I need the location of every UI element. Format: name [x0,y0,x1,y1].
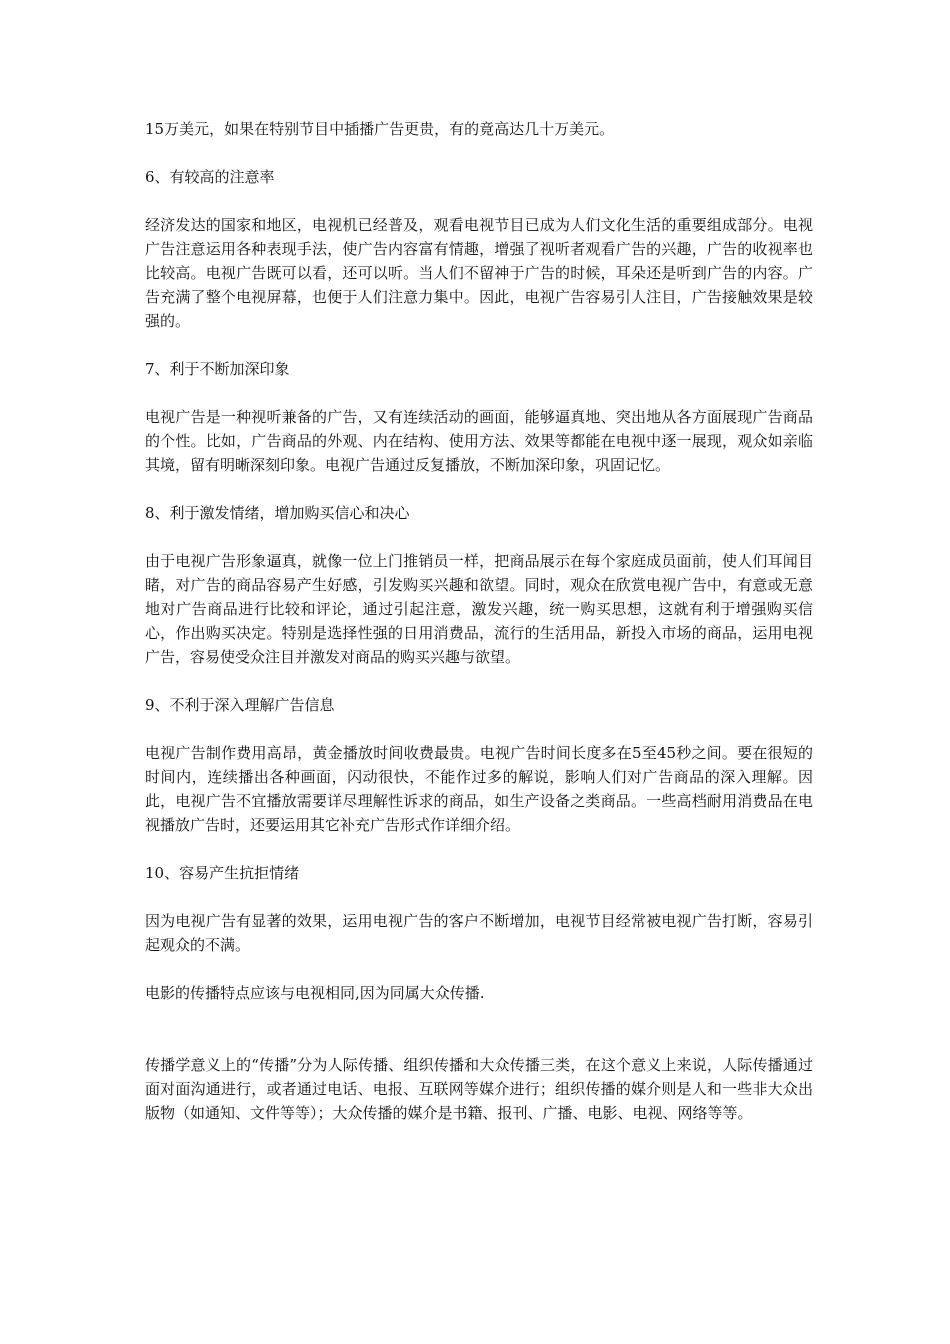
heading-deepen-impression: 7、利于不断加深印象 [145,360,290,378]
paragraph-stimulate-emotion: 由于电视广告形象逼真，就像一位上门推销员一样，把商品展示在每个家庭成员面前，使人们耳闻目睹，对广告的商品容易产生好感，引发购买兴趣和欲望。同时，观众在欣赏电视广告中，有意或无意地对广告商品进行比较和评论，通过引起注意，激发兴趣，统一购买思想，这就有利于增强购买信心，作出购买决定。特别是选择性强的日用消费品，流行的生活用品，新投入市场的商品，运用电视广告，容易使受众注目并激发对商品的购买兴趣与欲望。 [145,552,813,666]
heading-stimulate-emotion: 8、利于激发情绪，增加购买信心和决心 [145,504,410,522]
paragraph-communication-types: 传播学意义上的“传播”分为人际传播、组织传播和大众传播三类，在这个意义上来说，人际传播通过面对面沟通进行，或者通过电话、电报、互联网等媒介进行；组织传播的媒介则是人和一些非大众出版物（如通知、文件等等）；大众传播的媒介是书籍、报刊、广播、电影、电视、网络等等。 [145,1056,813,1122]
paragraph-high-attention-rate: 经济发达的国家和地区，电视机已经普及，观看电视节目已成为人们文化生活的重要组成部分。电视广告注意运用各种表现手法，使广告内容富有情趣，增强了视听者观看广告的兴趣，广告的收视率也比较高。电视广告既可以看，还可以听。当人们不留神于广告的时候，耳朵还是听到广告的内容。广告充满了整个电视屏幕，也便于人们注意力集中。因此，电视广告容易引人注目，广告接触效果是较强的。 [145,216,813,330]
paragraph-deepen-impression: 电视广告是一种视听兼备的广告，又有连续活动的画面，能够逼真地、突出地从各方面展现广告商品的个性。比如，广告商品的外观、内在结构、使用方法、效果等都能在电视中逐一展现，观众如亲临其境，留有明晰深刻印象。电视广告通过反复播放，不断加深印象，巩固记忆。 [145,408,813,474]
heading-resistance: 10、容易产生抗拒情绪 [145,864,300,882]
paragraph-hard-to-understand: 电视广告制作费用高昂，黄金播放时间收费最贵。电视广告时间长度多在5至45秒之间。要在很短的时间内，连续播出各种画面，闪动很快，不能作过多的解说，影响人们对广告商品的深入理解。因此，电视广告不宜播放需要详尽理解性诉求的商品，如生产设备之类商品。一些高档耐用消费品在电视播放广告时，还要运用其它补充广告形式作详细介绍。 [145,744,813,834]
paragraph-film-communication: 电影的传播特点应该与电视相同,因为同属大众传播. [145,984,485,1002]
heading-high-attention-rate: 6、有较高的注意率 [145,168,275,186]
heading-hard-to-understand: 9、不利于深入理解广告信息 [145,696,335,714]
paragraph-resistance: 因为电视广告有显著的效果，运用电视广告的客户不断增加，电视节目经常被电视广告打断，容易引起观众的不满。 [145,912,813,954]
paragraph-ad-cost-continued: 15万美元，如果在特别节目中插播广告更贵，有的竟高达几十万美元。 [145,120,615,138]
document-body [145,117,813,1149]
